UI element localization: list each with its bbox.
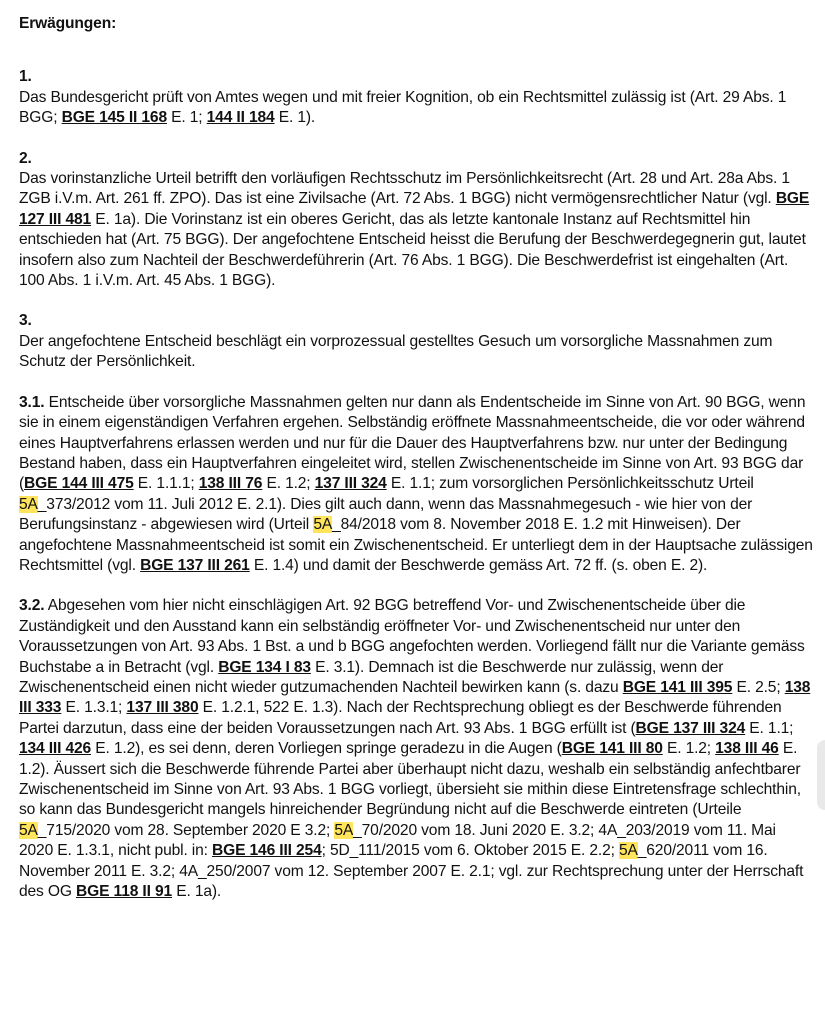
case-reference-link[interactable]: BGE 137 III 261: [140, 556, 250, 574]
considerations-list: [19, 67, 813, 902]
case-reference-link[interactable]: BGE 146 III 254: [212, 842, 322, 860]
section-1: [19, 67, 813, 128]
section-text: [19, 393, 813, 577]
case-reference-link[interactable]: BGE 127 III 481: [19, 190, 810, 228]
case-reference-link[interactable]: 138 III 46: [715, 740, 779, 758]
text-run: E. 1;: [166, 109, 207, 127]
case-reference-link[interactable]: BGE 137 III 324: [635, 719, 746, 737]
case-reference-link[interactable]: BGE 144 III 475: [24, 475, 134, 493]
case-reference-link[interactable]: 138 III 76: [198, 475, 263, 493]
case-reference-link[interactable]: 137 III 324: [314, 475, 387, 493]
text-run: E. 1.3.1;: [61, 699, 127, 717]
section-text: [19, 169, 813, 291]
text-run: _373/2012 vom 11. Juli 2012 E. 2.1). Dies gilt auch dann, wenn das Massnahmegesuch - wie hier von der Berufungsinstanz - abgewiesen wird (Urteil: [19, 495, 753, 534]
text-run: E. 1.2), es sei denn, deren Vorliegen springe geradezu in die Augen (: [91, 740, 562, 758]
section-2: [19, 149, 813, 292]
search-highlight: 5A: [334, 821, 354, 839]
text-run: E. 1.1;: [745, 719, 794, 737]
section-number: 3.2.: [19, 597, 45, 615]
case-reference-link[interactable]: 134 III 426: [19, 740, 92, 758]
text-run: Abgesehen vom hier nicht einschlägigen Art. 92 BGG betreffend Vor- und Zwischenentscheide über die Zuständigkeit und den Ausstand kann ein selbständig eröffneter Vor- und Zwischenentscheid nur unter den Voraussetzungen von Art. 93 Abs. 1 Bst. a und b BGG angefochten werden. Vorliegend fällt nur die Variante gemäss Buchstabe a in Betracht (vgl.: [19, 597, 805, 676]
page-title: Erwägungen:: [19, 15, 117, 32]
text-run: _84/2018 vom 8. November 2018 E. 1.2 mit Hinweisen). Der angefochtene Massnahmeentscheid ist somit ein Zwischenentscheid. Er unterliegt dem in der Hauptsache zulässigen Rechtsmittel (vgl.: [19, 516, 813, 574]
text-run: ; 5D_111/2015 vom 6. Oktober 2015 E. 2.2;: [321, 842, 619, 860]
section-text: [19, 88, 813, 129]
case-reference-link[interactable]: BGE 145 II 168: [61, 109, 167, 127]
text-run: Der angefochtene Entscheid beschlägt ein vorprozessual gestelltes Gesuch um vorsorgliche Massnahmen zum Schutz der Persönlichkeit.: [19, 332, 773, 371]
case-reference-link[interactable]: BGE 141 III 395: [622, 678, 733, 696]
section-text: [19, 332, 813, 373]
section-3-1: [19, 393, 813, 577]
text-run: E. 1.2;: [662, 740, 716, 758]
case-reference-link[interactable]: BGE 141 III 80: [561, 740, 663, 758]
section-number: 3.1.: [19, 393, 45, 411]
text-run: Entscheide über vorsorgliche Massnahmen gelten nur dann als Endentscheide im Sinne von Art. 90 BGG, wenn sie in einem eigenständigen Verfahren ergehen. Selbständig eröffnete Massnahmeentscheide, die vor oder während eines Hauptverfahrens erlassen werden und nur für die Dauer des Hauptverfahrens bzw. nur unter der Bedingung Bestand haben, dass ein Hauptverfahren eingeleitet wird, stellen Zwischenentscheide im Sinne von Art. 93 BGG dar (: [19, 393, 806, 493]
text-run: Das vorinstanzliche Urteil betrifft den vorläufigen Rechtsschutz im Persönlichkeitsrecht (Art. 28 und Art. 28a Abs. 1 ZGB i.V.m. Art. 261 ff. ZPO). Das ist eine Zivilsache (Art. 72 Abs. 1 BGG) nicht vermögensrechtlicher Natur (vgl.: [19, 170, 790, 208]
search-highlight: 5A: [618, 842, 638, 860]
search-highlight: 5A: [19, 495, 38, 513]
text-run: E. 1.2.1, 522 E. 1.3). Nach der Rechtsprechung obliegt es der Beschwerde führenden Partei darzutun, dass eine der beiden Voraussetzungen nach Art. 93 Abs. 1 BGG erfüllt ist (: [19, 699, 782, 737]
section-text: [19, 596, 813, 902]
text-run: E. 1.1.1;: [133, 475, 199, 493]
text-run: E. 2.5;: [732, 678, 785, 696]
case-reference-link[interactable]: BGE 118 II 91: [76, 883, 173, 901]
case-reference-link[interactable]: BGE 134 I 83: [218, 658, 311, 676]
section-3-2: [19, 596, 813, 902]
text-run: E. 1a).: [172, 883, 222, 901]
case-reference-link[interactable]: 138 III 333: [19, 678, 811, 717]
text-run: E. 3.1). Demnach ist die Beschwerde nur zulässig, wenn der Zwischenentscheid einen nicht wieder gutzumachenden Nachteil bewirken kann (s. dazu: [19, 658, 724, 696]
search-highlight: 5A: [19, 821, 38, 839]
scroll-edge-handle[interactable]: [817, 740, 825, 810]
text-run: E. 1.2;: [262, 475, 315, 493]
section-number: 3.: [19, 312, 32, 330]
case-reference-link[interactable]: 137 III 380: [126, 699, 199, 717]
text-run: E. 1.2). Äussert sich die Beschwerde führende Partei aber überhaupt nicht dazu, weshalb ein selbständig anfechtbarer Zwischenentscheid im Sinne von Art. 93 Abs. 1 BGG vorliegt, übersieht sie mithin diese Eintretensfrage schlechthin, so kann das Bundesgericht mangels hinreichender Begründung nicht auf die Beschwerde eintreten (Urteile: [19, 740, 801, 819]
text-run: _715/2020 vom 28. September 2020 E 3.2;: [37, 821, 335, 839]
case-reference-link[interactable]: 144 II 184: [206, 109, 275, 127]
text-run: _620/2011 vom 16. November 2011 E. 3.2; 4A_250/2007 vom 12. September 2007 E. 2.1; vgl. zur Rechtsprechung unter der Herrschaft des OG: [19, 842, 804, 901]
text-run: E. 1.4) und damit der Beschwerde gemäss Art. 72 ff. (s. oben E. 2).: [249, 556, 708, 574]
text-run: E. 1a). Die Vorinstanz ist ein oberes Gericht, das als letzte kantonale Instanz auf Rechtsmittel hin entschieden hat (Art. 75 BGG). Der angefochtene Entscheid heisst die Berufung der Beschwerdegegnerin gut, lautet insofern also zum Nachteil der Beschwerdeführerin (Art. 76 Abs. 1 BGG). Die Beschwerdefrist ist eingehalten (Art. 100 Abs. 1 i.V.m. Art. 45 Abs. 1 BGG).: [19, 210, 806, 290]
text-run: _70/2020 vom 18. Juni 2020 E. 3.2; 4A_203/2019 vom 11. Mai 2020 E. 1.3.1, nicht publ. in:: [19, 821, 776, 860]
text-run: E. 1).: [274, 109, 316, 127]
section-3: [19, 311, 813, 372]
search-highlight: 5A: [313, 516, 333, 534]
text-run: Das Bundesgericht prüft von Amtes wegen und mit freier Kognition, ob ein Rechtsmittel zulässig ist (Art. 29 Abs. 1 BGG;: [19, 88, 787, 127]
text-run: E. 1.1; zum vorsorglichen Persönlichkeitsschutz Urteil: [386, 475, 754, 493]
section-number: 1.: [19, 68, 32, 86]
section-number: 2.: [19, 149, 32, 167]
